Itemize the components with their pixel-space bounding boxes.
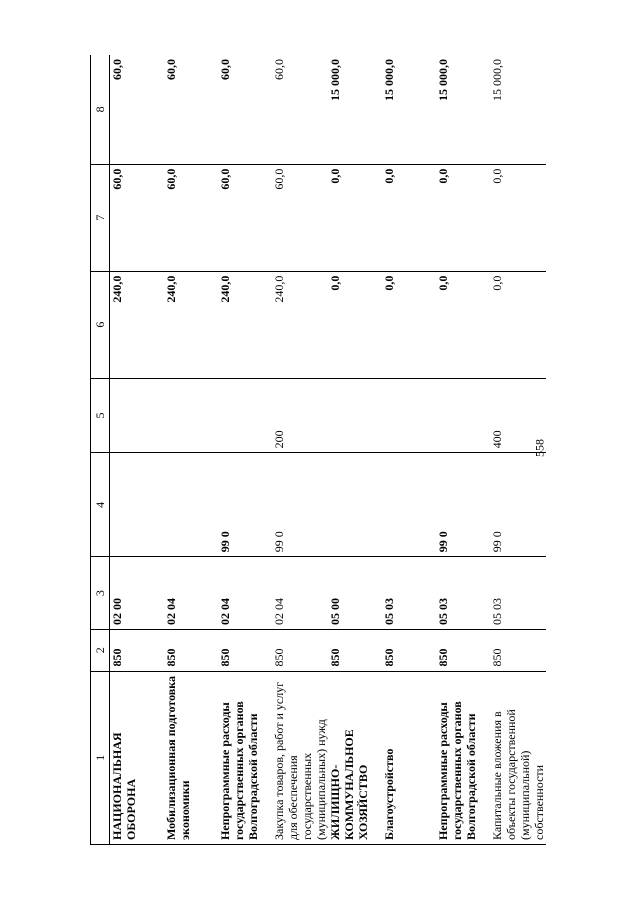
cell-target: 99 0 [272,453,328,557]
column-header-2: 2 [91,629,110,671]
cell-section: 05 03 [436,557,490,630]
cell-amount-8: 60,0 [218,55,272,164]
column-header-8: 8 [91,55,110,164]
cell-amount-7: 0,0 [328,164,382,271]
row-name: НАЦИОНАЛЬНАЯ ОБОРОНА [110,671,165,844]
column-header-6: 6 [91,271,110,378]
table-row [272,55,328,845]
cell-amount-6: 0,0 [382,271,436,378]
cell-target [110,453,165,557]
table-row [436,55,490,845]
rotated-page-content [90,55,545,845]
row-name: Благоустройство [382,671,436,844]
cell-target: 99 0 [490,453,546,557]
row-name: Капитальные вложения в объекты государственной (муниципальной) собственности [490,671,546,844]
table-header-row [91,55,110,845]
table-row [218,55,272,845]
cell-amount-7: 60,0 [110,164,165,271]
table-row [110,55,165,845]
column-header-5: 5 [91,378,110,453]
cell-amount-6: 240,0 [272,271,328,378]
table-row [382,55,436,845]
column-header-3: 3 [91,557,110,630]
cell-ministry: 850 [436,629,490,671]
cell-ministry: 850 [382,629,436,671]
cell-amount-8: 15 000,0 [328,55,382,164]
table-row [490,55,546,845]
cell-target [164,453,218,557]
cell-amount-7: 0,0 [382,164,436,271]
cell-section: 02 04 [218,557,272,630]
cell-amount-6: 0,0 [328,271,382,378]
cell-amount-6: 240,0 [164,271,218,378]
cell-amount-8: 60,0 [272,55,328,164]
budget-table [90,55,546,845]
cell-expense-type [328,378,382,453]
row-name: Мобилизационная подготовка экономики [164,671,218,844]
cell-ministry: 850 [490,629,546,671]
cell-amount-6: 240,0 [110,271,165,378]
cell-amount-6: 0,0 [436,271,490,378]
cell-expense-type [110,378,165,453]
cell-amount-8: 15 000,0 [382,55,436,164]
cell-expense-type [164,378,218,453]
cell-amount-7: 60,0 [218,164,272,271]
cell-section: 02 04 [164,557,218,630]
cell-ministry: 850 [328,629,382,671]
cell-amount-7: 60,0 [272,164,328,271]
cell-expense-type: 200 [272,378,328,453]
cell-section: 05 03 [382,557,436,630]
cell-ministry: 850 [164,629,218,671]
column-header-7: 7 [91,164,110,271]
cell-amount-6: 240,0 [218,271,272,378]
table-row [328,55,382,845]
cell-expense-type [382,378,436,453]
cell-amount-8: 15 000,0 [490,55,546,164]
column-header-1: 1 [91,671,110,844]
cell-section: 02 04 [272,557,328,630]
cell-amount-6: 0,0 [490,271,546,378]
row-name: Закупка товаров, работ и услуг для обеспечения государственных (муниципальных) нужд [272,671,328,844]
cell-amount-7: 0,0 [490,164,546,271]
cell-expense-type [218,378,272,453]
page-number: 558 [532,439,547,457]
cell-amount-7: 0,0 [436,164,490,271]
cell-target [382,453,436,557]
cell-ministry: 850 [110,629,165,671]
row-name: Непрограммные расходы государственных органов Волгоградской области [218,671,272,844]
cell-amount-8: 60,0 [110,55,165,164]
cell-target: 99 0 [436,453,490,557]
cell-section: 05 03 [490,557,546,630]
row-name: ЖИЛИЩНО-КОММУНАЛЬНОЕ ХОЗЯЙСТВО [328,671,382,844]
table-row [164,55,218,845]
cell-amount-8: 15 000,0 [436,55,490,164]
cell-amount-8: 60,0 [164,55,218,164]
cell-expense-type: 400 [490,378,546,453]
cell-amount-7: 60,0 [164,164,218,271]
cell-target [328,453,382,557]
cell-section: 05 00 [328,557,382,630]
cell-expense-type [436,378,490,453]
cell-target: 99 0 [218,453,272,557]
cell-section: 02 00 [110,557,165,630]
row-name: Непрограммные расходы государственных органов Волгоградской области [436,671,490,844]
cell-ministry: 850 [218,629,272,671]
cell-ministry: 850 [272,629,328,671]
column-header-4: 4 [91,453,110,557]
